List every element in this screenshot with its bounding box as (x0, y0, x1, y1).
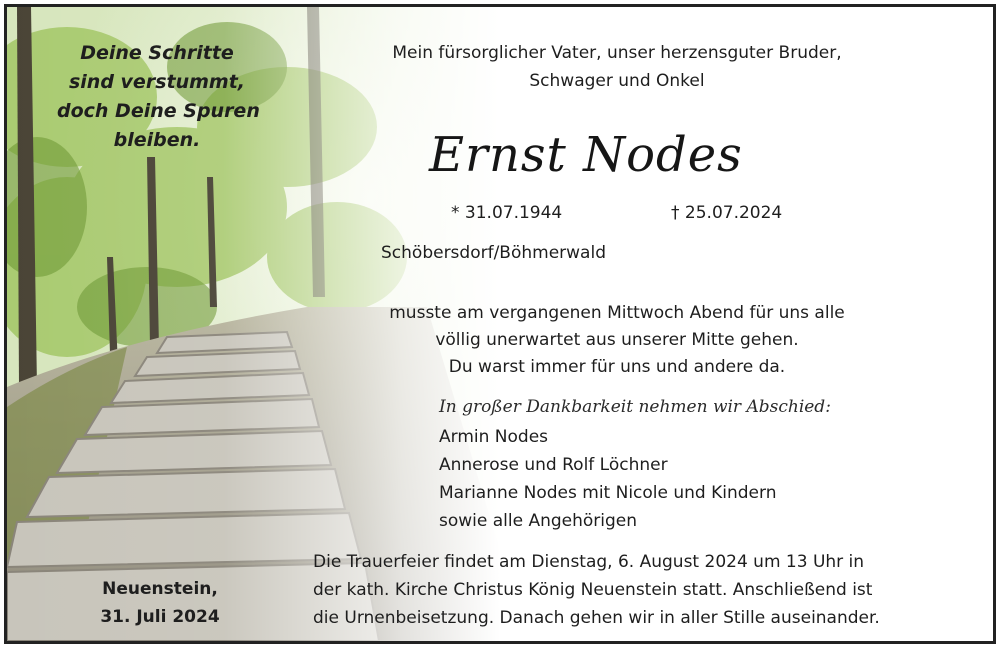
origin: Schöbersdorf/Böhmerwald (381, 243, 606, 263)
place: Neuenstein, (102, 579, 218, 599)
place-date (85, 575, 235, 631)
death-date: † 25.07.2024 (671, 203, 783, 223)
quote-line: bleiben. (113, 129, 201, 151)
message-line: musste am vergangenen Mittwoch Abend für uns alle (389, 303, 845, 323)
mourner: Armin Nodes (439, 427, 549, 447)
mourner: sowie alle Angehörigen (439, 511, 638, 531)
funeral-info (313, 548, 880, 632)
intro-line: Mein fürsorglicher Vater, unser herzensguter Bruder, (392, 43, 842, 63)
funeral-line: die Urnenbeisetzung. Danach gehen wir in aller Stille auseinander. (313, 608, 880, 628)
message-line: Du warst immer für uns und andere da. (448, 357, 786, 377)
intro-line: Schwager und Onkel (529, 71, 705, 91)
deceased-name: Ernst Nodes (429, 127, 743, 183)
message (367, 300, 867, 381)
quote (57, 39, 260, 155)
mourner: Annerose und Rolf Löchner (439, 455, 668, 475)
quote-line: doch Deine Spuren (57, 100, 260, 122)
mourners-list (439, 423, 777, 535)
obituary-notice (4, 4, 996, 644)
intro (347, 39, 887, 95)
message-line: völlig unerwartet aus unserer Mitte gehen. (435, 330, 799, 350)
quote-line: Deine Schritte (80, 42, 234, 64)
mourner: Marianne Nodes mit Nicole und Kindern (439, 483, 777, 503)
funeral-line: der kath. Kirche Christus König Neuenstein statt. Anschließend ist (313, 580, 873, 600)
quote-line: sind verstummt, (68, 71, 246, 93)
funeral-line: Die Trauerfeier findet am Dienstag, 6. August 2024 um 13 Uhr in (313, 552, 865, 572)
date: 31. Juli 2024 (100, 607, 220, 627)
birth-date: * 31.07.1944 (451, 203, 563, 223)
thanks-line: In großer Dankbarkeit nehmen wir Abschied: (439, 397, 831, 417)
